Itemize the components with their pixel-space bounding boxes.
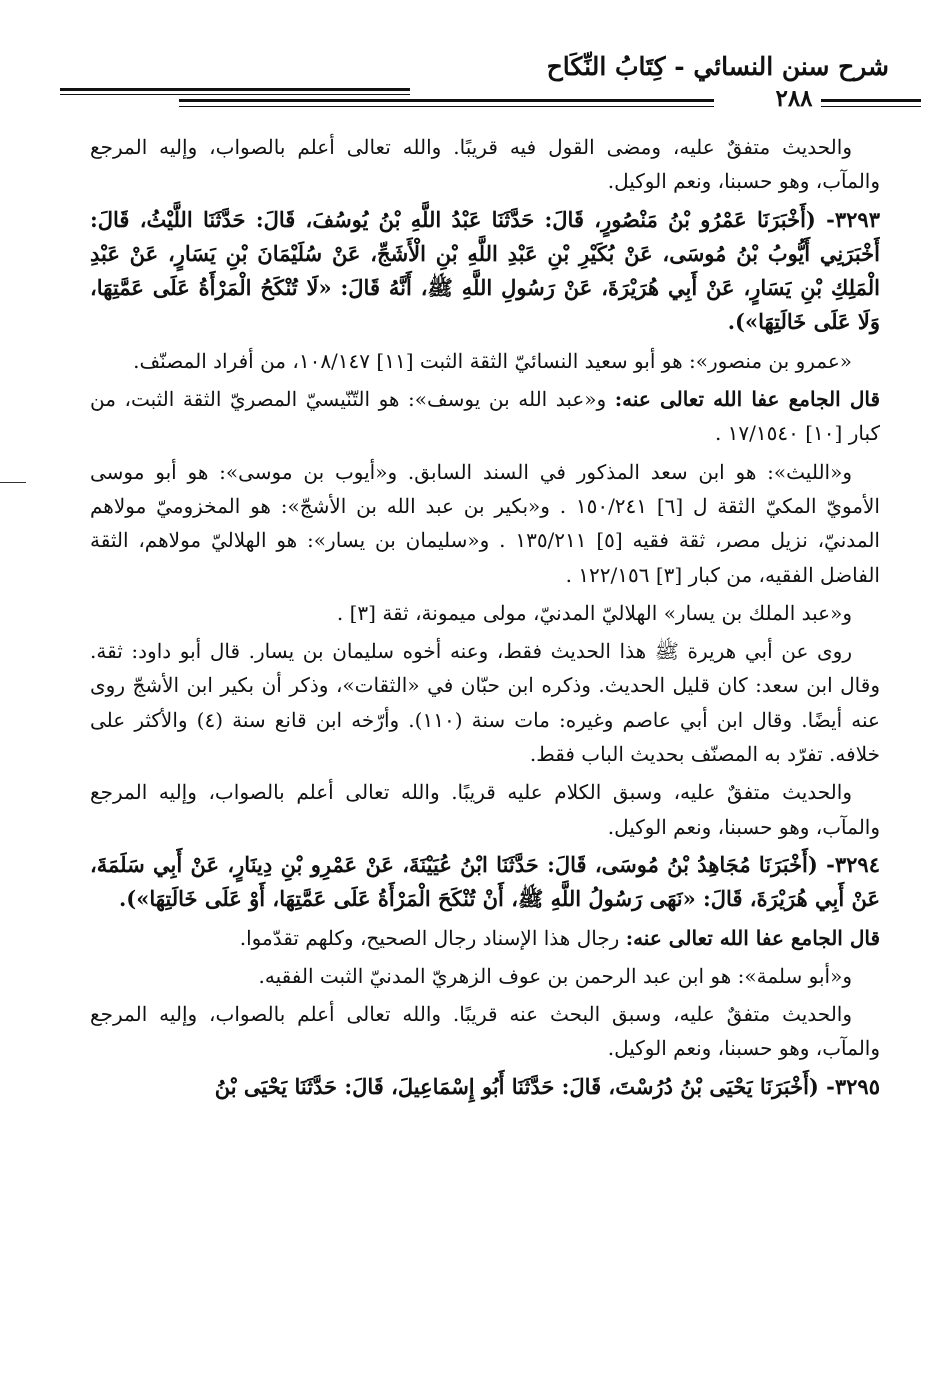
hadith-text xyxy=(90,203,880,340)
commentary-text: و«عبد الله بن يوسف»: هو التّنّيسيّ المصريّ الثقة الثبت، من كبار [١٠] ١٧/١٥٤٠ . xyxy=(90,387,880,446)
body-paragraph: «عمرو بن منصور»: هو أبو سعيد النسائيّ الثقة الثبت [١١] ١٠٨/١٤٧، من أفراد المصنّف. xyxy=(133,348,852,373)
commentary-label: قال الجامع عفا الله تعالى عنه: xyxy=(625,925,880,950)
commentary-paragraph xyxy=(90,921,880,955)
running-header-title: شرح سنن النسائي - كِتَابُ النِّكَاح xyxy=(546,52,889,81)
hadith-text xyxy=(90,848,880,917)
page-number: ٢٨٨ xyxy=(775,85,813,112)
header-rule-thin xyxy=(60,94,410,95)
page-number-rule-left-thin xyxy=(179,106,714,107)
body-paragraph: والحديث متفقٌ عليه، ومضى القول فيه قريبًا. والله تعالى أعلم بالصواب، وإليه المرجع والمآب، وهو حسبنا، ونعم الوكيل. xyxy=(90,135,880,194)
commentary-paragraph xyxy=(90,382,880,451)
header-rule xyxy=(60,88,410,91)
hadith-body: ٣٢٩٣- (أَخْبَرَنَا عَمْرُو بْنُ مَنْصُورٍ، قَالَ: حَدَّثَنَا عَبْدُ اللَّهِ بْنُ يُوسُفَ، قَالَ: حَدَّثَنَا اللَّيْثُ، قَالَ: أَخْبَرَنِي أَيُّوبُ بْنُ مُوسَى، عَنْ بُكَيْرِ بْنِ عَبْدِ اللَّهِ بْنِ الْأَشَجِّ، عَنْ سُلَيْمَانَ بْنِ يَسَارٍ، عَنْ عَبْدِ الْمَلِكِ بْنِ يَسَارٍ، عَنْ أَبِي هُرَيْرَةَ، عَنْ رَسُولِ اللَّهِ ﷺ، أَنَّهُ قَالَ: «لَا تُنْكَحُ الْمَرْأَةُ عَلَى عَمَّتِهَا، وَلَا عَلَى خَالَتِهَا»). xyxy=(90,206,880,335)
body-paragraph: و«أبو سلمة»: هو ابن عبد الرحمن بن عوف الزهريّ المدنيّ الثبت الفقيه. xyxy=(258,963,852,988)
commentary-text: رجال هذا الإسناد رجال الصحيح، وكلهم تقدّموا. xyxy=(239,925,626,950)
hadith-body: ٣٢٩٥- (أَخْبَرَنَا يَحْيَى بْنُ دُرُسْتَ، قَالَ: حَدَّثَنَا أَبُو إِسْمَاعِيلَ، قَالَ: حَدَّثَنَا يَحْيَى بْنُ xyxy=(214,1073,880,1099)
body-paragraph: والحديث متفقٌ عليه، وسبق البحث عنه قريبًا. والله تعالى أعلم بالصواب، وإليه المرجع والمآب، وهو حسبنا، ونعم الوكيل. xyxy=(90,1002,880,1061)
page-body xyxy=(90,130,880,1370)
body-paragraph: و«عبد الملك بن يسار» الهلاليّ المدنيّ، مولى ميمونة، ثقة [٣] . xyxy=(336,600,852,625)
body-paragraph: والحديث متفقٌ عليه، وسبق الكلام عليه قريبًا. والله تعالى أعلم بالصواب، وإليه المرجع والمآب، وهو حسبنا، ونعم الوكيل. xyxy=(90,780,880,839)
body-paragraph: و«الليث»: هو ابن سعد المذكور في السند السابق. و«أيوب بن موسى»: هو أبو موسى الأمويّ المكيّ الثقة ل [٦] ١٥٠/٢٤١ . و«بكير بن عبد الله بن الأشجّ»: هو المخزوميّ مولاهم المدنيّ، نزيل مصر، ثقة فقيه [٥] ١٣٥/٢١١ . و«سليمان بن يسار»: هو الهلاليّ مولاهم، الثقة الفاضل الفقيه، من كبار [٣] ١٢٢/١٥٦ . xyxy=(90,459,880,587)
hadith-text xyxy=(90,1070,880,1104)
page-number-rule-left xyxy=(179,99,714,102)
margin-mark xyxy=(0,482,26,483)
body-paragraph: روى عن أبي هريرة ﷺ هذا الحديث فقط، وعنه أخوه سليمان بن يسار. قال أبو داود: ثقة. وقال ابن سعد: كان قليل الحديث. وذكره ابن حبّان في «الثقات»، وذكر أن بكير ابن الأشجّ روى عنه أيضًا. وقال ابن أبي عاصم وغيره: مات سنة (١١٠). وأرّخه ابن قانع سنة (٤) والأكثر على خلافه. تفرّد به المصنّف بحديث الباب فقط. xyxy=(90,639,880,767)
commentary-label: قال الجامع عفا الله تعالى عنه: xyxy=(614,387,880,412)
hadith-body: ٣٢٩٤- (أَخْبَرَنَا مُجَاهِدُ بْنُ مُوسَى، قَالَ: حَدَّثَنَا ابْنُ عُيَيْنَةَ، عَنْ عَمْرِو بْنِ دِينَارٍ، عَنْ أَبِي سَلَمَةَ، عَنْ أَبِي هُرَيْرَةَ، قَالَ: «نَهَى رَسُولُ اللَّهِ ﷺ، أَنْ تُنْكَحَ الْمَرْأَةُ عَلَى عَمَّتِهَا، أَوْ عَلَى خَالَتِهَا»). xyxy=(90,851,880,912)
